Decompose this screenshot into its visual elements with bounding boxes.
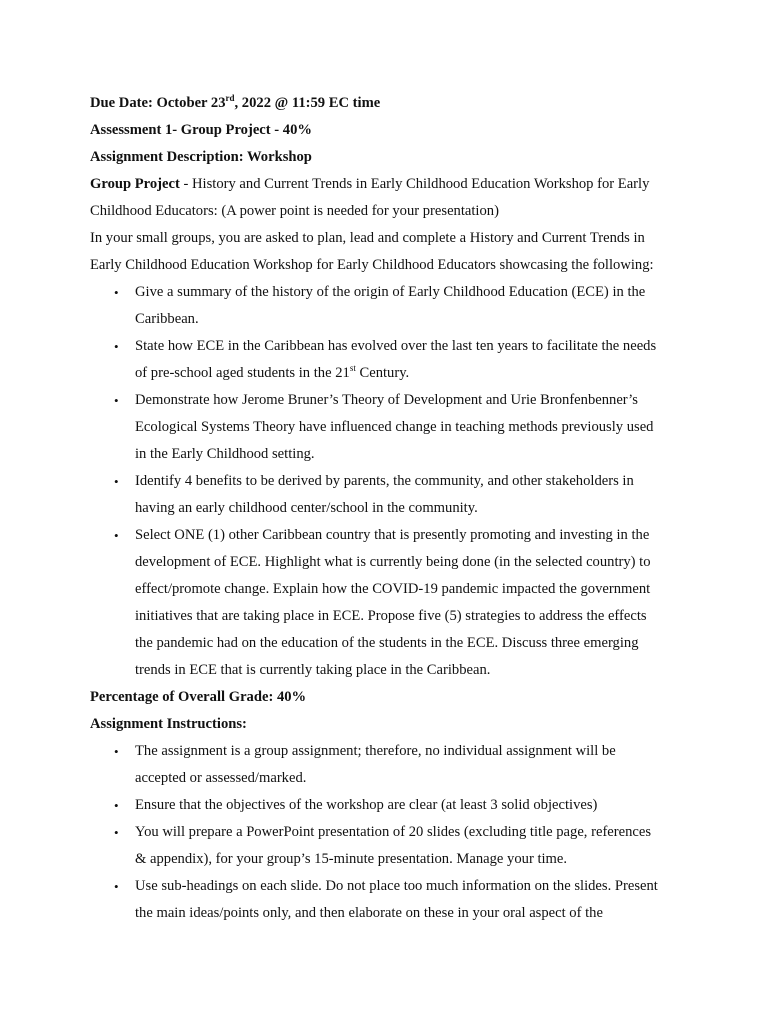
list-item-text: of pre-school aged students in the 21 (135, 365, 350, 381)
list-item-line: the pandemic had on the education of the students in the ECE. Discuss three emerging (135, 635, 639, 651)
due-date (90, 90, 690, 117)
bullet-icon: • (114, 339, 119, 354)
group-project-label: Group Project (90, 176, 180, 192)
intro-line-3: In your small groups, you are asked to plan, lead and complete a History and Current Trends in (90, 230, 645, 246)
list-item-line: You will prepare a PowerPoint presentation of 20 slides (excluding title page, references (135, 824, 652, 840)
list-item-line: effect/promote change. Explain how the COVID-19 pandemic impacted the government (135, 581, 651, 597)
list-item (90, 387, 690, 468)
due-date-time: , 2022 @ 11:59 EC time (234, 95, 381, 111)
list-item (90, 279, 690, 333)
list-item (90, 873, 690, 927)
due-date-text: Due Date: October 23 (90, 95, 226, 111)
list-item-line: having an early childhood center/school in the community. (135, 500, 478, 516)
document-body (90, 90, 690, 927)
intro-line-2: Childhood Educators: (A power point is needed for your presentation) (90, 203, 499, 219)
list-item-line: trends in ECE that is currently taking place in the Caribbean. (135, 662, 491, 678)
list-item-line: Select ONE (1) other Caribbean country that is presently promoting and investing in the (135, 527, 650, 543)
list-item-line (135, 360, 690, 387)
bullet-icon: • (114, 474, 119, 489)
overall-grade: Percentage of Overall Grade: 40% (90, 689, 307, 705)
intro-line-1 (90, 171, 690, 198)
list-item-line: State how ECE in the Caribbean has evolved over the last ten years to facilitate the needs (135, 338, 657, 354)
bullet-icon: • (114, 744, 119, 759)
list-item-line: Caribbean. (135, 311, 199, 327)
intro-line-1-text: - History and Current Trends in Early Childhood Education Workshop for Early (179, 176, 650, 192)
bullet-icon: • (114, 798, 119, 813)
due-date-superscript: rd (225, 93, 235, 103)
assessment-title: Assessment 1- Group Project - 40% (90, 122, 312, 138)
bullet-icon: • (114, 285, 119, 300)
list-item-line: Demonstrate how Jerome Bruner’s Theory of Development and Urie Bronfenbenner’s (135, 392, 638, 408)
intro-line-4: Early Childhood Education Workshop for Early Childhood Educators showcasing the following: (90, 257, 654, 273)
assignment-description: Assignment Description: Workshop (90, 149, 312, 165)
list-item-line: Ecological Systems Theory have influenced change in teaching methods previously used (135, 419, 654, 435)
instructions-list (90, 738, 690, 927)
list-item-line: Identify 4 benefits to be derived by parents, the community, and other stakeholders in (135, 473, 634, 489)
list-item-line: Use sub-headings on each slide. Do not place too much information on the slides. Present (135, 878, 658, 894)
requirements-list (90, 279, 690, 684)
list-item-line: development of ECE. Highlight what is currently being done (in the selected country) to (135, 554, 651, 570)
list-item (90, 468, 690, 522)
list-item-text: Century. (355, 365, 410, 381)
bullet-icon: • (114, 879, 119, 894)
list-item-line: the main ideas/points only, and then elaborate on these in your oral aspect of the (135, 905, 603, 921)
list-item-line: Ensure that the objectives of the workshop are clear (at least 3 solid objectives) (135, 797, 598, 813)
list-item-line: accepted or assessed/marked. (135, 770, 307, 786)
list-item (90, 738, 690, 792)
list-item (90, 522, 690, 684)
list-item-line: initiatives that are taking place in ECE. Propose five (5) strategies to address the effects (135, 608, 647, 624)
list-item (90, 792, 690, 819)
bullet-icon: • (114, 393, 119, 408)
list-item (90, 333, 690, 387)
list-item (90, 819, 690, 873)
bullet-icon: • (114, 528, 119, 543)
instructions-heading: Assignment Instructions: (90, 716, 247, 732)
list-item-line: The assignment is a group assignment; therefore, no individual assignment will be (135, 743, 616, 759)
list-item-line: Give a summary of the history of the origin of Early Childhood Education (ECE) in the (135, 284, 646, 300)
list-item-line: & appendix), for your group’s 15-minute presentation. Manage your time. (135, 851, 568, 867)
century-superscript: st (349, 363, 356, 373)
bullet-icon: • (114, 825, 119, 840)
list-item-line: in the Early Childhood setting. (135, 446, 315, 462)
